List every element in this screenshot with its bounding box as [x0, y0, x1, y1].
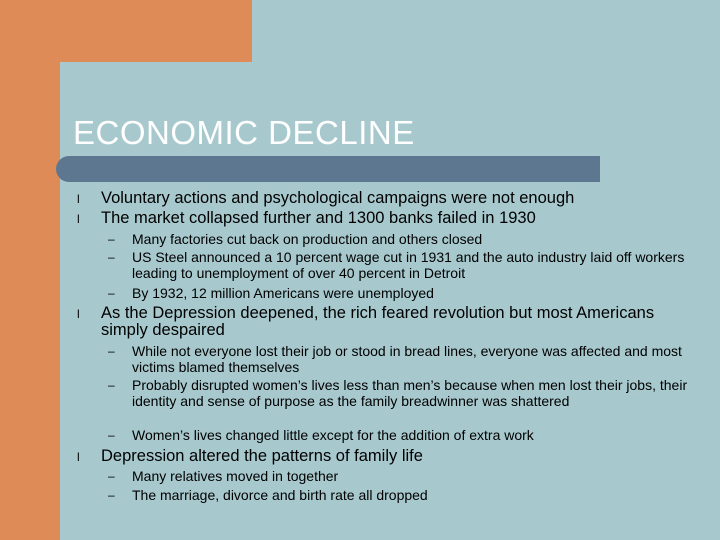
slide-title: ECONOMIC DECLINE: [73, 114, 415, 151]
sub-bullet-text: US Steel announced a 10 percent wage cut in 1931 and the auto industry laid off workers leading to unemployment of over 40 percent in Detroit: [132, 249, 685, 281]
bullet-item: [77, 304, 701, 339]
sub-bullet-text: By 1932, 12 million Americans were unemployed: [132, 285, 434, 301]
bullet-text: The market collapsed further and 1300 banks failed in 1930: [101, 209, 536, 227]
bullet-icon: l: [77, 212, 80, 226]
dash-icon: –: [108, 344, 115, 358]
sub-bullet-text: Probably disrupted women’s lives less than men’s because when men lost their jobs, their identity and sense of purpose as the family breadwinner was shattered: [132, 377, 688, 409]
bullet-icon: l: [77, 307, 80, 321]
bullet-item: [77, 189, 701, 207]
dash-icon: –: [108, 469, 115, 483]
sub-bullet-item: [108, 231, 692, 248]
sub-bullet-text: While not everyone lost their job or stood in bread lines, everyone was affected and most victims blamed themselves: [132, 343, 682, 375]
bullet-text: As the Depression deepened, the rich feared revolution but most Americans simply despaired: [101, 304, 655, 339]
bullet-item: [77, 447, 701, 465]
sub-bullet-text: Many factories cut back on production and others closed: [132, 231, 483, 247]
dash-icon: –: [108, 286, 115, 300]
sub-bullet-text: Many relatives moved in together: [132, 468, 339, 484]
dash-icon: –: [108, 488, 115, 502]
bullet-text: Depression altered the patterns of family life: [101, 447, 423, 465]
sub-bullet-text: The marriage, divorce and birth rate all dropped: [132, 487, 428, 503]
sub-bullet-item: [108, 427, 692, 444]
sub-bullet-item: [108, 285, 692, 302]
bullet-icon: l: [77, 450, 80, 464]
sub-bullet-item: [108, 249, 692, 281]
dash-icon: –: [108, 250, 115, 264]
sub-bullet-item: [108, 343, 692, 375]
dash-icon: –: [108, 428, 115, 442]
sub-bullet-item: [108, 468, 692, 485]
dash-icon: –: [108, 232, 115, 246]
bullet-text: Voluntary actions and psychological campaigns were not enough: [101, 189, 575, 207]
bullet-icon: l: [77, 192, 80, 206]
sub-bullet-item: [108, 487, 692, 504]
sub-bullet-text: Women’s lives changed little except for the addition of extra work: [132, 427, 534, 443]
dash-icon: –: [108, 378, 115, 392]
bullet-item: [77, 209, 701, 227]
sub-bullet-item: [108, 377, 692, 409]
